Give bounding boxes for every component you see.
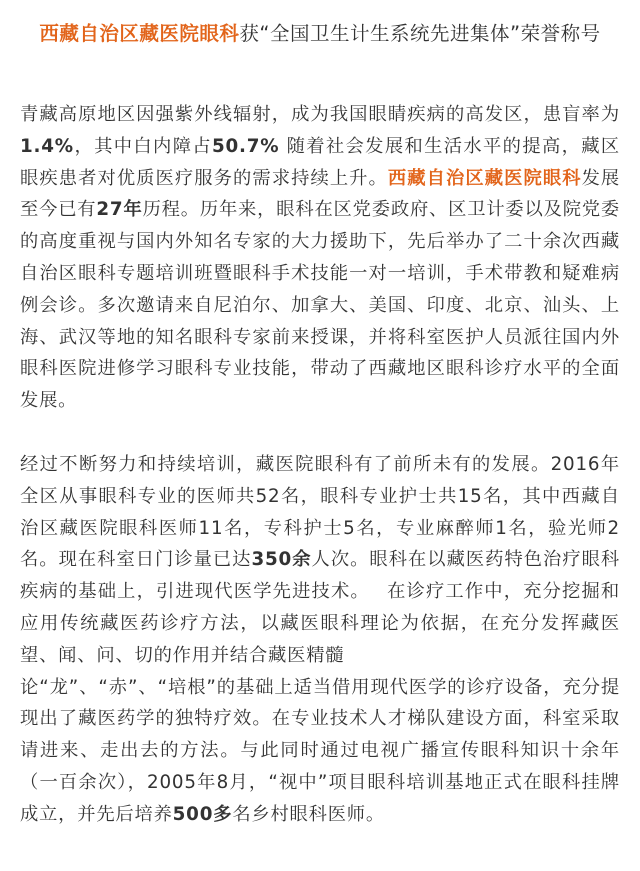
paragraph-1 (20, 99, 620, 417)
title-text: 获“全国卫生计生系统先进集体”荣誉称号 (239, 22, 601, 45)
p1-text-4: 发展至今已有 (20, 167, 621, 221)
p1-bold-3: 27年 (96, 199, 143, 221)
p1-highlight: 西藏自治区藏医院眼科 (387, 167, 582, 189)
title-highlight: 西藏自治区藏医院眼科 (39, 22, 240, 45)
p2-text-4: 名乡村眼科医师。 (232, 803, 385, 825)
p1-text-1: 青藏高原地区因强紫外线辐射，成为我国眼睛疾病的高发区，患盲率为 (20, 104, 620, 125)
p2-bold-1: 350余 (251, 549, 312, 571)
p1-bold-2: 50.7% (211, 135, 280, 157)
p2-text-2: 人次。眼科在以藏医药特色治疗眼科疾病的基础上，引进现代医学先进技术。 在诊疗工作中，充分挖掘和应用传统藏医药诊疗方法，以藏医眼科理论为依据，在充分发挥藏医望、闻、问、切的作用并结合藏医精髓 (20, 549, 620, 666)
p1-bold-1: 1.4% (20, 135, 74, 157)
article-title (20, 18, 620, 50)
p1-text-5: 历程。历年来，眼科在区党委政府、区卫计委以及院党委的高度重视与国内外知名专家的大力援助下，先后举办了二十余次西藏自治区眼科专题培训班暨眼科手术技能一对一培训，手术带教和疑难病例会诊。多次邀请来自尼泊尔、加拿大、美国、印度、北京、汕头、上海、武汉等地的知名眼科专家前来授课，并将科室医护人员派往国内外眼科医院进修学习眼科专业技能，带动了西藏地区眼科诊疗水平的全面发展。 (20, 199, 621, 412)
p2-bold-2: 500多 (172, 803, 233, 825)
p1-text-3: 随着社会发展和生活水平的提高，藏区眼疾患者对优质医疗服务的需求持续上升。 (20, 135, 620, 189)
p1-text-2: ，其中白内障占 (73, 135, 212, 157)
p2-text-3: 论“龙”、“赤”、“培根”的基础上适当借用现代医学的诊疗设备，充分提现出了藏医药学的独特疗效。在专业技术人才梯队建设方面，科室采取请进来、走出去的方法。与此同时通过电视广播宣传眼科知识十余年（一百余次），2005年8月，“视中”项目眼科培训基地正式在眼科挂牌成立，并先后培养 (20, 676, 620, 825)
paragraph-2 (20, 449, 620, 831)
p2-text-1: 经过不断努力和持续培训，藏医院眼科有了前所未有的发展。2016年全区从事眼科专业的医师共52名，眼科专业护士共15名，其中西藏自治区藏医院眼科医师11名，专科护士5名，专业麻醉师1名，验光师2名。现在科室日门诊量已达 (20, 453, 620, 571)
